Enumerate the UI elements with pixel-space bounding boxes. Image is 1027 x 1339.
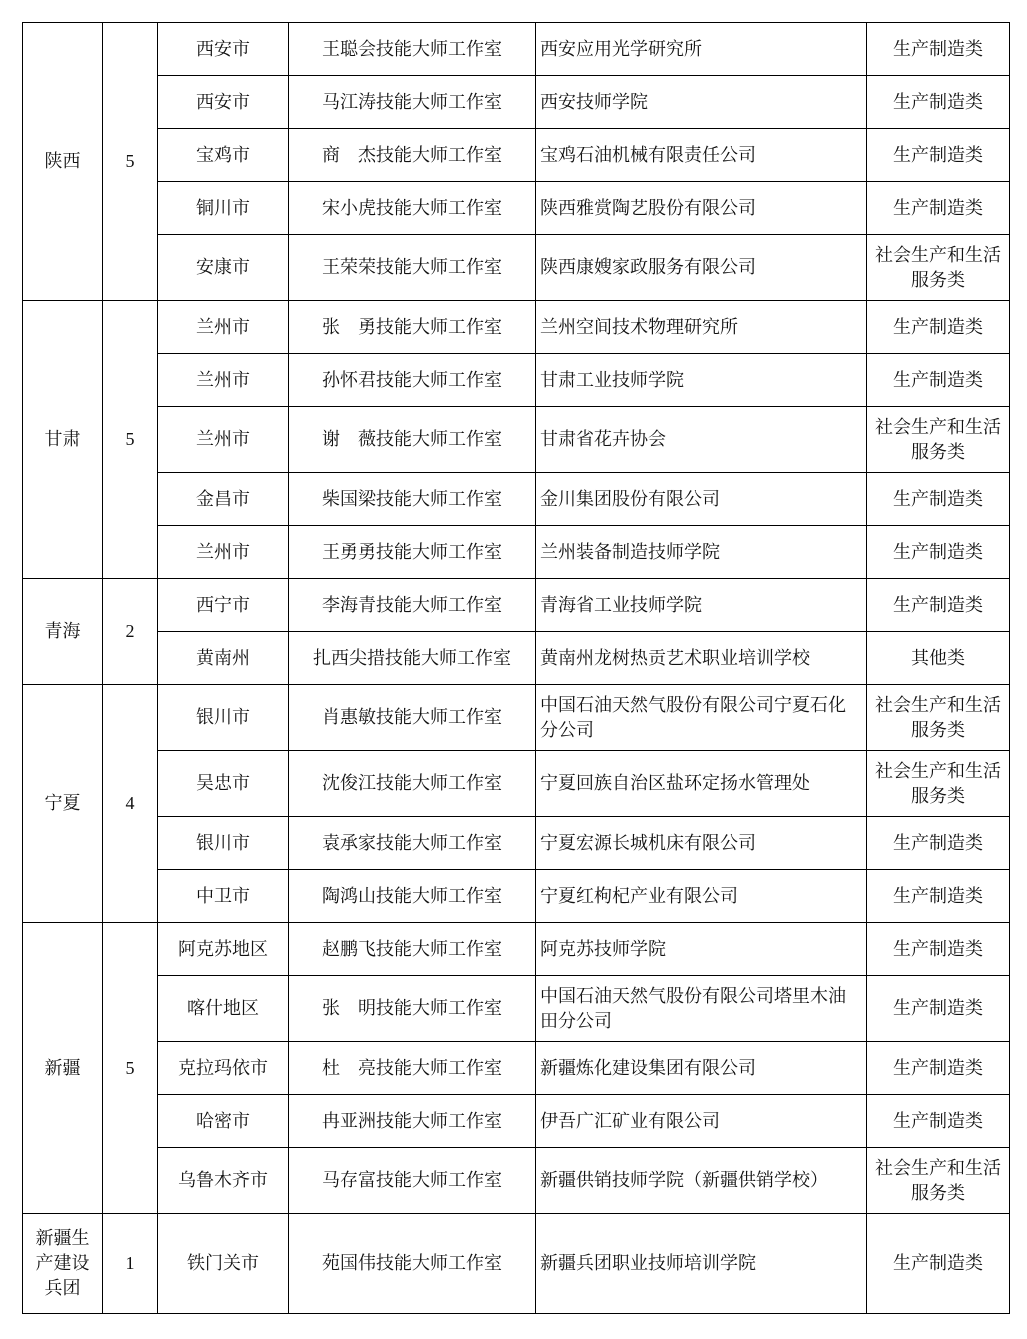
city-cell: 吴忠市	[158, 751, 289, 817]
city-cell: 兰州市	[158, 526, 289, 579]
studio-cell: 肖惠敏技能大师工作室	[289, 685, 536, 751]
city-cell: 克拉玛依市	[158, 1042, 289, 1095]
unit-cell: 新疆兵团职业技师培训学院	[536, 1214, 867, 1314]
studio-cell: 马江涛技能大师工作室	[289, 76, 536, 129]
studio-cell: 赵鹏飞技能大师工作室	[289, 923, 536, 976]
category-cell: 社会生产和生活服务类	[867, 235, 1010, 301]
city-cell: 兰州市	[158, 354, 289, 407]
table-row	[23, 129, 1010, 182]
category-cell: 生产制造类	[867, 23, 1010, 76]
unit-cell: 新疆炼化建设集团有限公司	[536, 1042, 867, 1095]
city-cell: 乌鲁木齐市	[158, 1148, 289, 1214]
studio-cell: 苑国伟技能大师工作室	[289, 1214, 536, 1314]
table-row	[23, 473, 1010, 526]
unit-cell: 青海省工业技师学院	[536, 579, 867, 632]
city-cell: 西安市	[158, 76, 289, 129]
studio-cell: 冉亚洲技能大师工作室	[289, 1095, 536, 1148]
studio-cell: 柴国梁技能大师工作室	[289, 473, 536, 526]
category-cell: 生产制造类	[867, 354, 1010, 407]
studio-cell: 王勇勇技能大师工作室	[289, 526, 536, 579]
table-row	[23, 1095, 1010, 1148]
unit-cell: 甘肃省花卉协会	[536, 407, 867, 473]
table-row	[23, 632, 1010, 685]
unit-cell: 伊吾广汇矿业有限公司	[536, 1095, 867, 1148]
studio-cell: 杜 亮技能大师工作室	[289, 1042, 536, 1095]
count-cell: 5	[103, 23, 158, 301]
unit-cell: 陕西雅赏陶艺股份有限公司	[536, 182, 867, 235]
city-cell: 中卫市	[158, 870, 289, 923]
category-cell: 生产制造类	[867, 870, 1010, 923]
table-row	[23, 685, 1010, 751]
table-row	[23, 923, 1010, 976]
city-cell: 银川市	[158, 685, 289, 751]
studio-cell: 王聪会技能大师工作室	[289, 23, 536, 76]
unit-cell: 宁夏回族自治区盐环定扬水管理处	[536, 751, 867, 817]
count-cell: 2	[103, 579, 158, 685]
unit-cell: 陕西康嫂家政服务有限公司	[536, 235, 867, 301]
city-cell: 西宁市	[158, 579, 289, 632]
table-row	[23, 23, 1010, 76]
table-row	[23, 235, 1010, 301]
studio-cell: 马存富技能大师工作室	[289, 1148, 536, 1214]
category-cell: 生产制造类	[867, 579, 1010, 632]
studio-cell: 袁承家技能大师工作室	[289, 817, 536, 870]
category-cell: 生产制造类	[867, 1214, 1010, 1314]
unit-cell: 黄南州龙树热贡艺术职业培训学校	[536, 632, 867, 685]
category-cell: 生产制造类	[867, 817, 1010, 870]
city-cell: 安康市	[158, 235, 289, 301]
category-cell: 生产制造类	[867, 129, 1010, 182]
table-row	[23, 579, 1010, 632]
province-cell: 新疆生产建设兵团	[23, 1214, 103, 1314]
studio-cell: 商 杰技能大师工作室	[289, 129, 536, 182]
table-row	[23, 976, 1010, 1042]
count-cell: 4	[103, 685, 158, 923]
table-row	[23, 751, 1010, 817]
unit-cell: 宝鸡石油机械有限责任公司	[536, 129, 867, 182]
category-cell: 其他类	[867, 632, 1010, 685]
table-row	[23, 1148, 1010, 1214]
city-cell: 宝鸡市	[158, 129, 289, 182]
studio-cell: 宋小虎技能大师工作室	[289, 182, 536, 235]
unit-cell: 西安应用光学研究所	[536, 23, 867, 76]
category-cell: 生产制造类	[867, 76, 1010, 129]
city-cell: 阿克苏地区	[158, 923, 289, 976]
studio-cell: 李海青技能大师工作室	[289, 579, 536, 632]
unit-cell: 兰州空间技术物理研究所	[536, 301, 867, 354]
unit-cell: 宁夏宏源长城机床有限公司	[536, 817, 867, 870]
count-cell: 5	[103, 301, 158, 579]
studio-cell: 孙怀君技能大师工作室	[289, 354, 536, 407]
unit-cell: 兰州装备制造技师学院	[536, 526, 867, 579]
table-row	[23, 407, 1010, 473]
province-cell: 陕西	[23, 23, 103, 301]
studio-cell: 王荣荣技能大师工作室	[289, 235, 536, 301]
studio-cell: 张 明技能大师工作室	[289, 976, 536, 1042]
category-cell: 生产制造类	[867, 182, 1010, 235]
province-cell: 新疆	[23, 923, 103, 1214]
table-row	[23, 870, 1010, 923]
table-row	[23, 354, 1010, 407]
category-cell: 生产制造类	[867, 923, 1010, 976]
category-cell: 社会生产和生活服务类	[867, 1148, 1010, 1214]
table-row	[23, 526, 1010, 579]
province-cell: 宁夏	[23, 685, 103, 923]
unit-cell: 西安技师学院	[536, 76, 867, 129]
studio-cell: 谢 薇技能大师工作室	[289, 407, 536, 473]
city-cell: 铜川市	[158, 182, 289, 235]
table-row	[23, 817, 1010, 870]
unit-cell: 甘肃工业技师学院	[536, 354, 867, 407]
category-cell: 生产制造类	[867, 976, 1010, 1042]
unit-cell: 金川集团股份有限公司	[536, 473, 867, 526]
category-cell: 生产制造类	[867, 526, 1010, 579]
city-cell: 银川市	[158, 817, 289, 870]
city-cell: 兰州市	[158, 301, 289, 354]
count-cell: 1	[103, 1214, 158, 1314]
unit-cell: 中国石油天然气股份有限公司塔里木油田分公司	[536, 976, 867, 1042]
city-cell: 金昌市	[158, 473, 289, 526]
unit-cell: 宁夏红枸杞产业有限公司	[536, 870, 867, 923]
unit-cell: 阿克苏技师学院	[536, 923, 867, 976]
category-cell: 社会生产和生活服务类	[867, 685, 1010, 751]
province-cell: 青海	[23, 579, 103, 685]
city-cell: 西安市	[158, 23, 289, 76]
table-row	[23, 76, 1010, 129]
studio-cell: 张 勇技能大师工作室	[289, 301, 536, 354]
city-cell: 铁门关市	[158, 1214, 289, 1314]
province-cell: 甘肃	[23, 301, 103, 579]
studio-cell: 扎西尖措技能大师工作室	[289, 632, 536, 685]
category-cell: 生产制造类	[867, 473, 1010, 526]
studio-cell: 沈俊江技能大师工作室	[289, 751, 536, 817]
studio-list-table	[22, 22, 1010, 1314]
count-cell: 5	[103, 923, 158, 1214]
table-row	[23, 1042, 1010, 1095]
category-cell: 社会生产和生活服务类	[867, 751, 1010, 817]
city-cell: 哈密市	[158, 1095, 289, 1148]
table-row	[23, 1214, 1010, 1314]
table-row	[23, 301, 1010, 354]
city-cell: 黄南州	[158, 632, 289, 685]
category-cell: 社会生产和生活服务类	[867, 407, 1010, 473]
city-cell: 喀什地区	[158, 976, 289, 1042]
city-cell: 兰州市	[158, 407, 289, 473]
category-cell: 生产制造类	[867, 301, 1010, 354]
category-cell: 生产制造类	[867, 1042, 1010, 1095]
unit-cell: 中国石油天然气股份有限公司宁夏石化分公司	[536, 685, 867, 751]
category-cell: 生产制造类	[867, 1095, 1010, 1148]
studio-cell: 陶鸿山技能大师工作室	[289, 870, 536, 923]
unit-cell: 新疆供销技师学院（新疆供销学校）	[536, 1148, 867, 1214]
table-row	[23, 182, 1010, 235]
